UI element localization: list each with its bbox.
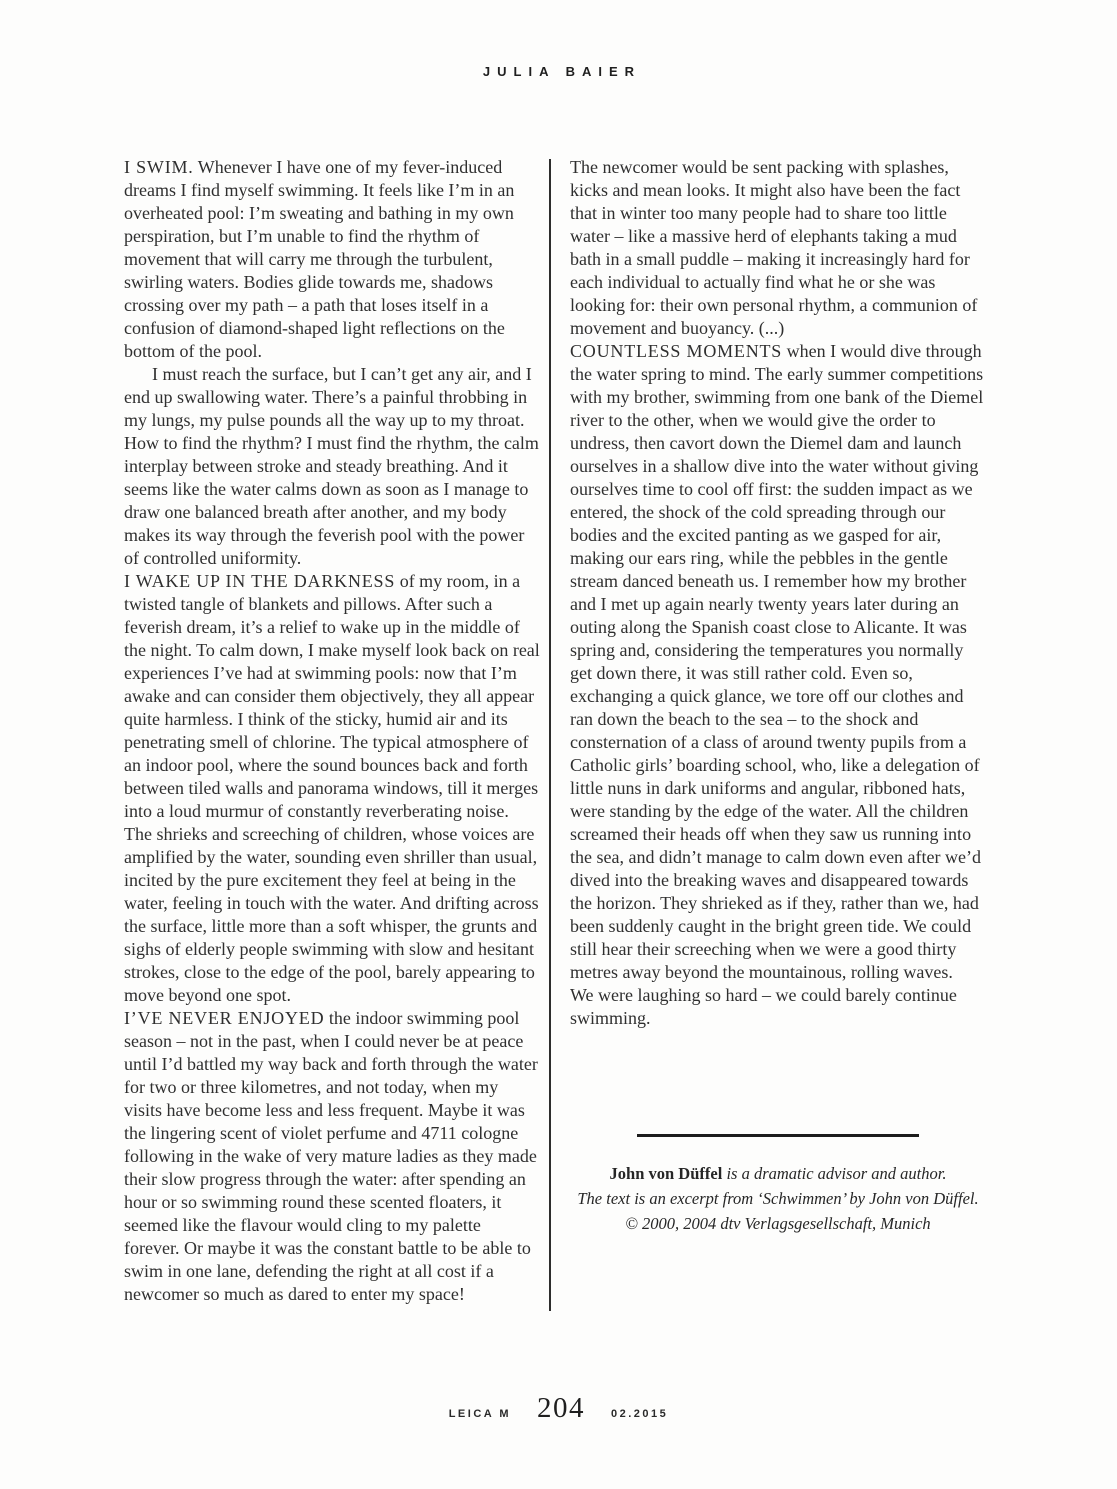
paragraph-lead: I WAKE UP IN THE DARKNESS	[124, 571, 396, 591]
issue-date: 02.2015	[611, 1408, 669, 1420]
paragraph-lead: I’VE NEVER ENJOYED	[124, 1008, 325, 1028]
paragraph-wake-up	[124, 570, 540, 1007]
paragraph-lead: I SWIM.	[124, 157, 194, 177]
paragraph-text: Whenever I have one of my fever-induced dreams I find myself swimming. It feels like I’m in an overheated pool: I’m sweating and bathing in my own perspiration, but I’m unable to find the rhythm of movement that will carry me through the turbulent, swirling waters. Bodies glide towards me, shadows crossing over my path – a path that loses itself in a confusion of diamond-shaped light reflections on the bottom of the pool.	[124, 157, 515, 361]
right-column	[570, 156, 986, 1311]
paragraph-text: I must reach the surface, but I can’t get any air, and I end up swallowing water. There’s a painful throbbing in my lungs, my pulse pounds all the way up to my throat. How to find the rhythm? I must find the rhythm, the calm interplay between stroke and steady breathing. And it seems like the water calms down as soon as I manage to draw one balanced breath after another, and my body makes its way through the feverish pool with the power of controlled uniformity.	[124, 364, 539, 568]
paragraph-countless-moments	[570, 340, 986, 984]
left-column	[124, 156, 540, 1311]
paragraph-lead: COUNTLESS MOMENTS	[570, 341, 783, 361]
attribution-author-line	[570, 1161, 986, 1186]
attribution-author-desc: is a dramatic advisor and author.	[722, 1163, 947, 1183]
page-number: 204	[537, 1392, 586, 1424]
article-body	[124, 156, 986, 1311]
paragraph-never-enjoyed	[124, 1007, 540, 1306]
column-divider	[549, 159, 551, 1311]
attribution-source-line: The text is an excerpt from ‘Schwimmen’ by John von Düffel.	[577, 1188, 979, 1208]
paragraph-text: The newcomer would be sent packing with splashes, kicks and mean looks. It might also have been the fact that in winter too many people had to share too little water – like a massive herd of elephants taking a mud bath in a small puddle – making it increasingly hard for each individual to actually find what he or she was looking for: their own personal rhythm, a communion of movement and buoyancy. (...)	[570, 157, 978, 338]
paragraph-text: We were laughing so hard – we could barely continue swimming.	[570, 985, 957, 1028]
paragraph-newcomer	[570, 156, 986, 340]
paragraph-text: the indoor swimming pool season – not in the past, when I could never be at peace until I’d battled my way back and forth through the water for two or three kilometres, and not today, when my visits have become less and less frequent. Maybe it was the lingering scent of violet perfume and 4711 cologne following in the wake of very mature ladies as they made their slow progress through the water: after spending an hour or so swimming round these scented floaters, it seemed like the flavour would cling to my palette forever. Or maybe it was the constant battle to be able to swim in one lane, defending the right at all cost if a newcomer so much as dared to enter my space!	[124, 1008, 538, 1304]
paragraph-text: when I would dive through the water spring to mind. The early summer competitions with my brother, swimming from one bank of the Diemel river to the other, when we would give the order to undress, then cavort down the Diemel dam and launch ourselves in a shallow dive into the water without giving ourselves time to cool off first: the sudden impact as we entered, the shock of the cold spreading through our bodies and the excited panting as we gasped for air, making our ears ring, while the pebbles in the gentle stream danced beneath us. I remember how my brother and I met up again nearly twenty years later during an outing along the Spanish coast close to Alicante. It was spring and, considering the temperatures you normally get down there, it was still rather cold. Even so, exchanging a quick glance, we tore off our clothes and ran down the beach to the sea – to the shock and consternation of a class of around twenty pupils from a Catholic girls’ boarding school, who, like a delegation of little nuns in dark uniforms and angular, ribboned hats, were standing by the edge of the water. All the children screamed their heads off when they saw us running into the sea, and didn’t manage to calm down even after we’d dived into the breaking waves and disappeared towards the horizon. They shrieked as if they, rather than we, had been suddenly caught in the bright green tide. We could still hear their screeching when we were a good thirty metres away beyond the mountainous, rolling waves.	[570, 341, 984, 982]
magazine-name: LEICA M	[448, 1408, 512, 1420]
paragraph-i-swim	[124, 156, 540, 363]
page-header	[0, 64, 1117, 79]
author-name: JULIA BAIER	[482, 64, 642, 79]
paragraph-text: of my room, in a twisted tangle of blankets and pillows. After such a feverish dream, it’s a relief to wake up in the middle of the night. To calm down, I make myself look back on real experiences I’ve had at swimming pools: now that I’m awake and can consider them objectively, they all appear quite harmless. I think of the sticky, humid air and its penetrating smell of chlorine. The typical atmosphere of an indoor pool, where the sound bounces back and forth between tiled walls and panorama windows, till it merges into a loud murmur of constantly reverberating noise. The shrieks and screeching of children, whose voices are amplified by the water, sounding even shriller than usual, incited by the pure excitement they feel at being in the water, feeling in touch with the water. And drifting across the surface, little more than a soft whisper, the grunts and sighs of elderly people swimming with slow and hesitant strokes, close to the edge of the pool, barely appearing to move beyond one spot.	[124, 571, 540, 1005]
attribution-block	[570, 1134, 986, 1236]
attribution-rule	[637, 1134, 919, 1137]
paragraph-laughing	[570, 984, 986, 1030]
paragraph-surface	[124, 363, 540, 570]
attribution-copyright-line: © 2000, 2004 dtv Verlagsgesellschaft, Munich	[625, 1213, 931, 1233]
page-footer	[0, 1392, 1117, 1425]
attribution-author-name: John von Düffel	[609, 1163, 723, 1183]
